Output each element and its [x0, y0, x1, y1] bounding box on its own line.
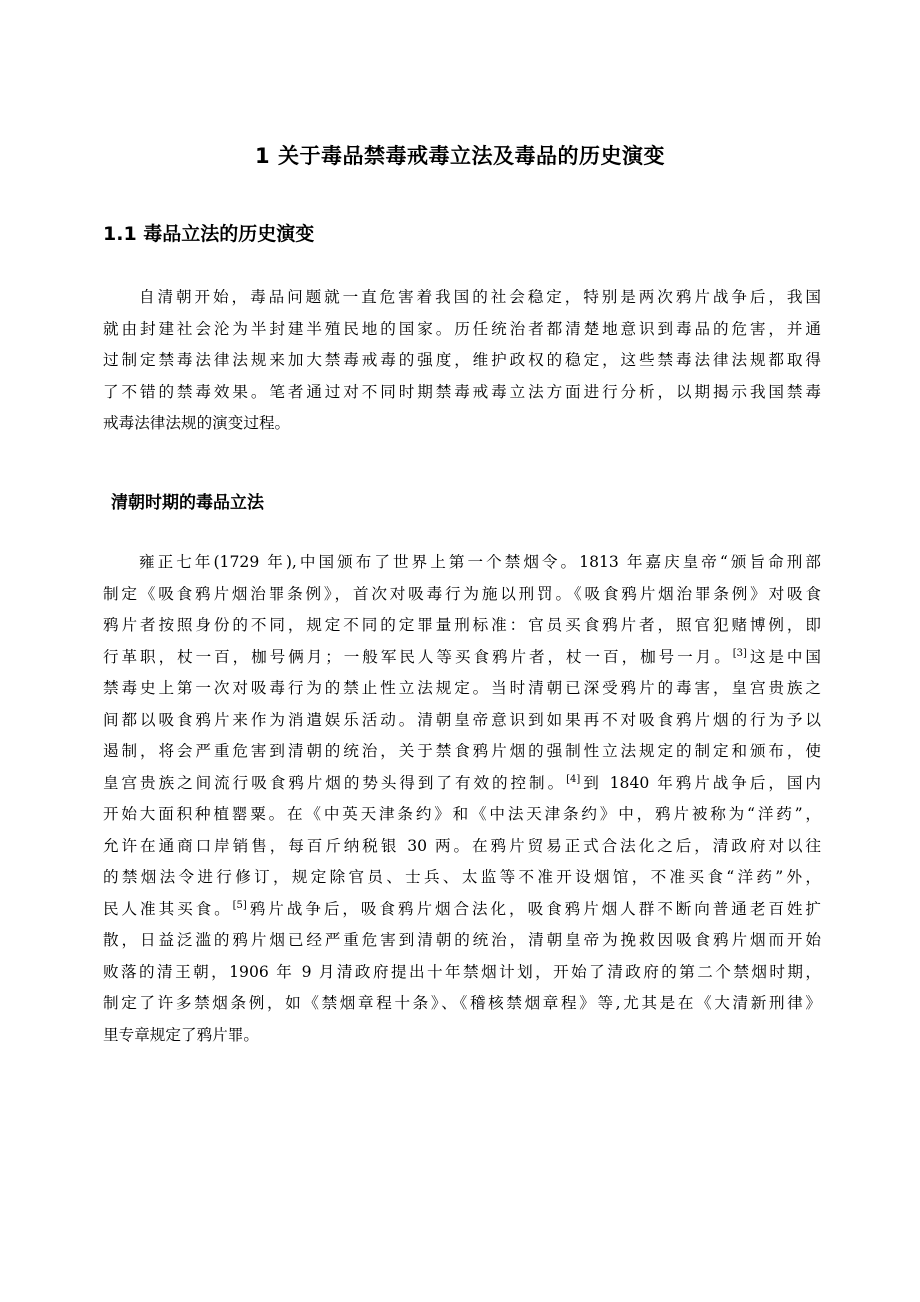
paragraph-line: 了不错的禁毒效果。笔者通过对不同时期禁毒戒毒立法方面进行分析，以期揭示我国禁毒: [103, 382, 821, 401]
paragraph-line: [103, 925, 821, 957]
paragraph-line: 过制定禁毒法律法规来加大禁毒戒毒的强度，维护政权的稳定，这些禁毒法律法规都取得: [103, 351, 821, 369]
paragraph-line: [103, 610, 821, 642]
line-text: 制定了许多禁烟条例，如《禁烟章程十条》、《稽核禁烟章程》等,尤其是在《大清新刑律》: [103, 994, 821, 1012]
line-text: 这是中国: [746, 647, 821, 666]
paragraph-line: [103, 1020, 821, 1052]
paragraph-line: [103, 736, 821, 768]
paragraph-line: [103, 988, 821, 1020]
line-text: 鸦片战争后，吸食鸦片烟合法化，吸食鸦片烟人群不断向普通老百姓扩: [246, 899, 821, 918]
line-text: 行革职，杖一百，枷号俩月；一般军民人等买食鸦片者，杖一百，枷号一月。: [103, 647, 733, 666]
section-title: 1.1 毒品立法的历史演变: [103, 223, 315, 245]
line-text: 败落的清王朝，1906 年 9 月清政府提出十年禁烟计划，开始了清政府的第二个禁烟时期，: [103, 962, 821, 981]
line-text: 到 1840 年鸦片战争后，国内: [580, 773, 821, 792]
subsection-title: 清朝时期的毒品立法: [111, 493, 264, 513]
citation-ref: [3]: [732, 647, 747, 659]
line-text: 皇宫贵族之间流行吸食鸦片烟的势头得到了有效的控制。: [103, 773, 567, 792]
paragraph-line: [103, 957, 821, 989]
line-text: 开始大面积种植罂粟。在《中英天津条约》和《中法天津条约》中，鸦片被称为“洋药”，: [103, 805, 821, 823]
paragraph-line: [103, 799, 821, 831]
citation-ref: [4]: [566, 773, 581, 785]
paragraph-line: [103, 547, 821, 579]
line-text: 民人准其买食。: [103, 899, 233, 918]
paragraph-line: [103, 831, 821, 863]
line-text: 散，日益泛滥的鸦片烟已经严重危害到清朝的统治，清朝皇帝为挽救因吸食鸦片烟而开始: [103, 931, 821, 949]
line-text: 雍正七年(1729 年),中国颁布了世界上第一个禁烟令。1813 年嘉庆皇帝“颁旨命刑部: [139, 553, 821, 571]
paragraph-line: [103, 579, 821, 611]
paragraph-line: [103, 642, 821, 674]
paragraph-line: 戒毒法律法规的演变过程。: [103, 414, 291, 432]
paragraph-line: [103, 894, 821, 926]
line-text: 制定《吸食鸦片烟治罪条例》，首次对吸毒行为施以刑罚。《吸食鸦片烟治罪条例》对吸食: [103, 584, 821, 603]
paragraph-qing-dynasty: [103, 547, 821, 1051]
paragraph-line: 就由封建社会沦为半封建半殖民地的国家。历任统治者都清楚地意识到毒品的危害，并通: [103, 319, 821, 338]
line-text: 遏制，将会严重危害到清朝的统治，关于禁食鸦片烟的强制性立法规定的制定和颁布，使: [103, 742, 821, 760]
paragraph-intro: [103, 282, 821, 440]
paragraph-line: [103, 862, 821, 894]
paragraph-line: [103, 768, 821, 800]
paragraph-line: [103, 705, 821, 737]
chapter-title: 1 关于毒品禁毒戒毒立法及毒品的历史演变: [255, 144, 665, 168]
paragraph-line: 自清朝开始，毒品问题就一直危害着我国的社会稳定，特别是两次鸦片战争后，我国: [139, 288, 821, 306]
line-text: 鸦片者按照身份的不同，规定不同的定罪量刑标准：官员买食鸦片者，照官犯赌博例，即: [103, 616, 821, 634]
paragraph-line: [103, 673, 821, 705]
line-text: 的禁烟法令进行修订，规定除官员、士兵、太监等不准开设烟馆，不准买食“洋药”外，: [103, 868, 821, 886]
line-text: 允许在通商口岸销售，每百斤纳税银 30 两。在鸦片贸易正式合法化之后，清政府对以往: [103, 836, 821, 855]
line-text: 禁毒史上第一次对吸毒行为的禁止性立法规定。当时清朝已深受鸦片的毒害，皇宫贵族之: [103, 679, 821, 697]
line-text: 里专章规定了鸦片罪。: [103, 1025, 259, 1044]
citation-ref: [5]: [232, 899, 247, 911]
line-text: 间都以吸食鸦片来作为消遣娱乐活动。清朝皇帝意识到如果再不对吸食鸦片烟的行为予以: [103, 710, 821, 729]
